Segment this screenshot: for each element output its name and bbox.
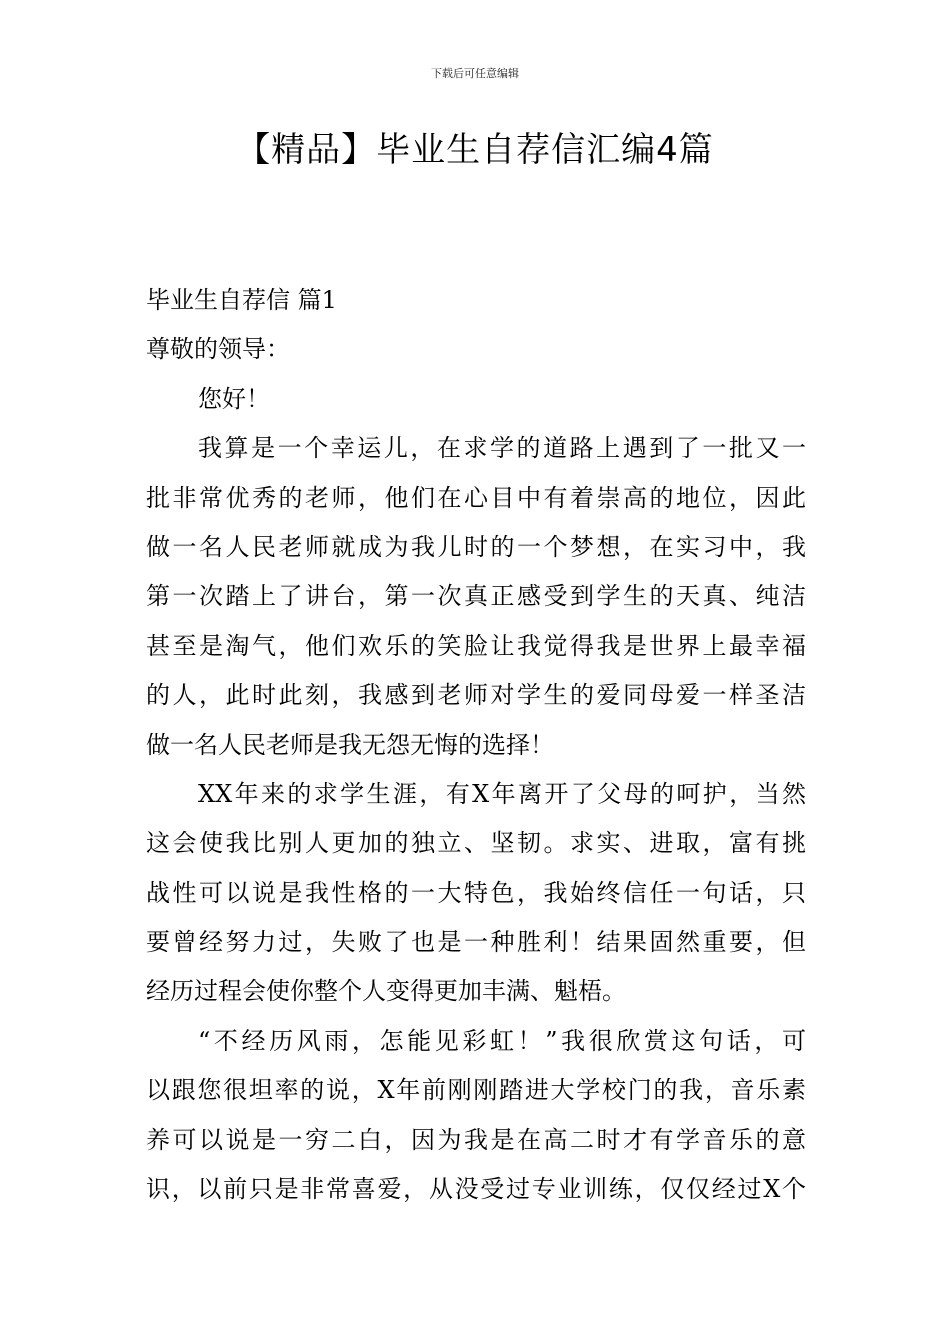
text-line: 这会使我比别人更加的独立、坚韧。求实、进取，富有挑 (146, 829, 806, 858)
text-line: 批非常优秀的老师，他们在心目中有着崇高的地位，因此 (146, 483, 806, 512)
text-line: 我算是一个幸运儿，在求学的道路上遇到了一批又一 (198, 434, 806, 463)
document-body (146, 276, 806, 1214)
text-line: 识，以前只是非常喜爱，从没受过专业训练，仅仅经过X个 (146, 1175, 806, 1204)
text-line: 的人，此时此刻，我感到老师对学生的爱同母爱一样圣洁 (146, 681, 806, 710)
text-line: 您好！ (198, 384, 270, 413)
text-line: 第一次踏上了讲台，第一次真正感受到学生的天真、纯洁 (146, 582, 806, 611)
text-line: 养可以说是一穷二白，因为我是在高二时才有学音乐的意 (146, 1125, 806, 1154)
text-line: 做一名人民老师是我无怨无悔的选择！ (146, 730, 554, 759)
text-line: “不经历风雨，怎能见彩虹！”我很欣赏这句话，可 (198, 1026, 806, 1055)
text-line: 要曾经努力过，失败了也是一种胜利！结果固然重要，但 (146, 928, 806, 957)
header-note: 下载后可任意编辑 (431, 67, 519, 80)
text-line: 尊敬的领导： (146, 335, 290, 364)
text-line: XX年来的求学生涯，有X年离开了父母的呵护，当然 (198, 779, 806, 808)
text-line: 以跟您很坦率的说，X年前刚刚踏进大学校门的我，音乐素 (146, 1076, 806, 1105)
document-title: 【精品】毕业生自荐信汇编4篇 (236, 130, 714, 170)
text-line: 经历过程会使你整个人变得更加丰满、魁梧。 (146, 977, 626, 1006)
text-line: 战性可以说是我性格的一大特色，我始终信任一句话，只 (146, 878, 806, 907)
text-line: 毕业生自荐信 篇1 (146, 286, 337, 314)
text-line: 甚至是淘气，他们欢乐的笑脸让我觉得我是世界上最幸福 (146, 631, 806, 660)
text-line: 做一名人民老师就成为我儿时的一个梦想，在实习中，我 (146, 532, 806, 561)
